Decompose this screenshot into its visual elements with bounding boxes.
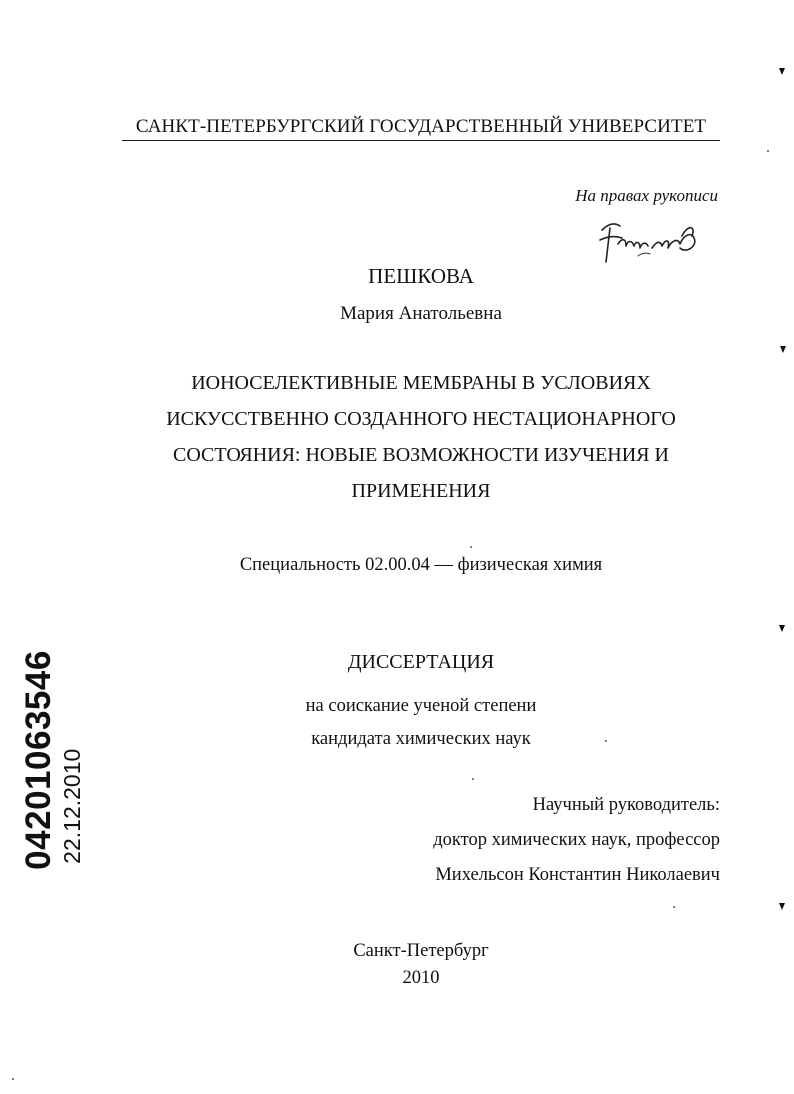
author-surname: ПЕШКОВА [368,264,474,288]
degree-line: кандидата химических наук [311,729,531,749]
scan-speck [767,150,769,152]
author-given-names: Мария Анатольевна [340,303,502,324]
handwritten-signature [594,214,706,266]
scan-edge-mark [779,68,785,75]
title-line: СОСТОЯНИЯ: НОВЫЕ ВОЗМОЖНОСТИ ИЗУЧЕНИЯ И [173,444,669,466]
title-line: ИОНОСЕЛЕКТИВНЫЕ МЕМБРАНЫ В УСЛОВИЯХ [191,372,651,394]
title-line: ИСКУССТВЕННО СОЗДАННОГО НЕСТАЦИОНАРНОГО [166,408,676,430]
city: Санкт-Петербург [353,941,489,961]
degree-statement [0,690,794,756]
library-stamp [19,650,85,870]
scan-edge-mark [779,903,785,910]
rights-note: На правах рукописи [575,186,718,205]
scan-speck [470,546,472,548]
specialty: Специальность 02.00.04 — физическая химия [239,555,603,575]
scan-speck [605,740,607,742]
stamp-code: 04201063546 [19,650,58,870]
year: 2010 [402,968,440,988]
scan-edge-mark [780,346,786,353]
city-year [0,938,794,992]
dissertation-label: ДИССЕРТАЦИЯ [347,651,495,673]
advisor-label: Научный руководитель: [532,795,720,815]
stamp-date: 22.12.2010 [59,748,85,864]
degree-line: на соискание ученой степени [305,696,537,716]
scan-speck [673,906,675,908]
advisor-degree: доктор химических наук, профессор [433,830,720,850]
scan-speck [472,778,474,780]
university-name: САНКТ-ПЕТЕРБУРГСКИЙ ГОСУДАРСТВЕННЫЙ УНИВЕРСИТЕТ [122,116,720,141]
scan-speck [12,1078,14,1080]
dissertation-title [0,365,794,509]
title-line: ПРИМЕНЕНИЯ [351,480,491,502]
advisor-name: Михельсон Константин Николаевич [435,865,720,885]
advisor-block [433,788,720,893]
scan-edge-mark [779,625,785,632]
